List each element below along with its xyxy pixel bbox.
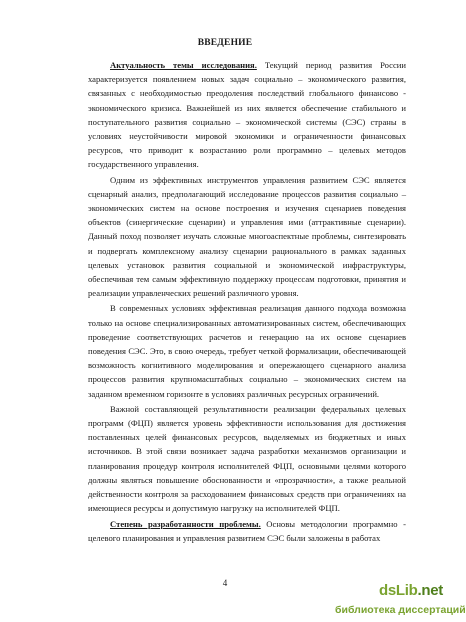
paragraph-5-text: Основы методологии программно - целевого планирования и управления развитием СЭС были заложены в работах [88, 518, 406, 543]
paragraph-2: Одним из эффективных инструментов управления развитием СЭС является сценарный анализ, предполагающий исследование процессов развития социально – экономических систем на основе построения и изучения сценариев поведения объектов (синергические сценарии) и управления ими (аттрактивные сценарии). Данный поход позволяет изучать сложные многоаспектные проблемы, синтезировать и подвергать комплексному анализу сценарии рационального в рамках заданных целевых установок развития социальной и экономической инфраструктуры, обеспечивая тем самым эффективную поддержку процессам подготовки, принятия и реализации управленческих решений различного уровня. [88, 174, 406, 299]
paragraph-4: Важной составляющей результативности реализации федеральных целевых программ (ФЦП) является уровень эффективности использования для достижения поставленных целей финансовых ресурсов, выделяемых из бюджетных и иных источников. В этой связи возникает задача разработки механизмов организации и планирования процедур контроля исполнителей ФЦП, основными целями которого должны являться повышение обоснованности и «прозрачности», а также реальной действенности контроля за расходованием финансовых средств при ограничениях на имеющиеся ресурсы и допустимую нагрузку на исполнителей ФЦП. [88, 403, 406, 514]
page-number: 4 [222, 578, 228, 588]
watermark-logo [379, 582, 443, 599]
paragraph-1 [88, 58, 406, 172]
paragraph-3: В современных условиях эффективная реализация данного подхода возможна только на основе специализированных автоматизированных систем, обеспечивающих проведение соответствующих расчетов и генерацию на их основе сценариев поведения СЭС. Это, в свою очередь, требует четкой формализации, обеспечивающей возможность когнитивного моделирования и опережающего сценарного анализа процессов развития крупномасштабных социально – экономических систем на заданном временном горизонте в условиях различных ресурсных ограничений. [88, 303, 406, 399]
body-text [88, 58, 406, 546]
watermark [333, 580, 466, 622]
watermark-logo-main: dsLib [379, 582, 418, 599]
watermark-logo-dot: .net [417, 582, 443, 599]
paragraph-5 [88, 517, 406, 545]
paragraph-1-label: Актуальность темы исследования. [110, 60, 257, 70]
watermark-subtitle: библиотека диссертаций [335, 604, 466, 616]
paragraph-1-text: Текущий период развития России характеризуется появлением новых задач социально – экономического развития, связанных с необходимостью преодоления последствий глобального финансово - экономического кризиса. Важнейшей из них является обеспечение стабильного и поступательного развития социально – экономической системы (СЭС) страны в условиях неустойчивости мировой экономики и ограниченности финансовых ресурсов, что приводит к возрастанию роли программно – целевых методов государственного управления. [88, 60, 406, 170]
paragraph-5-label: Степень разработанности проблемы. [110, 518, 261, 529]
page-heading: ВВЕДЕНИЕ [197, 38, 253, 48]
